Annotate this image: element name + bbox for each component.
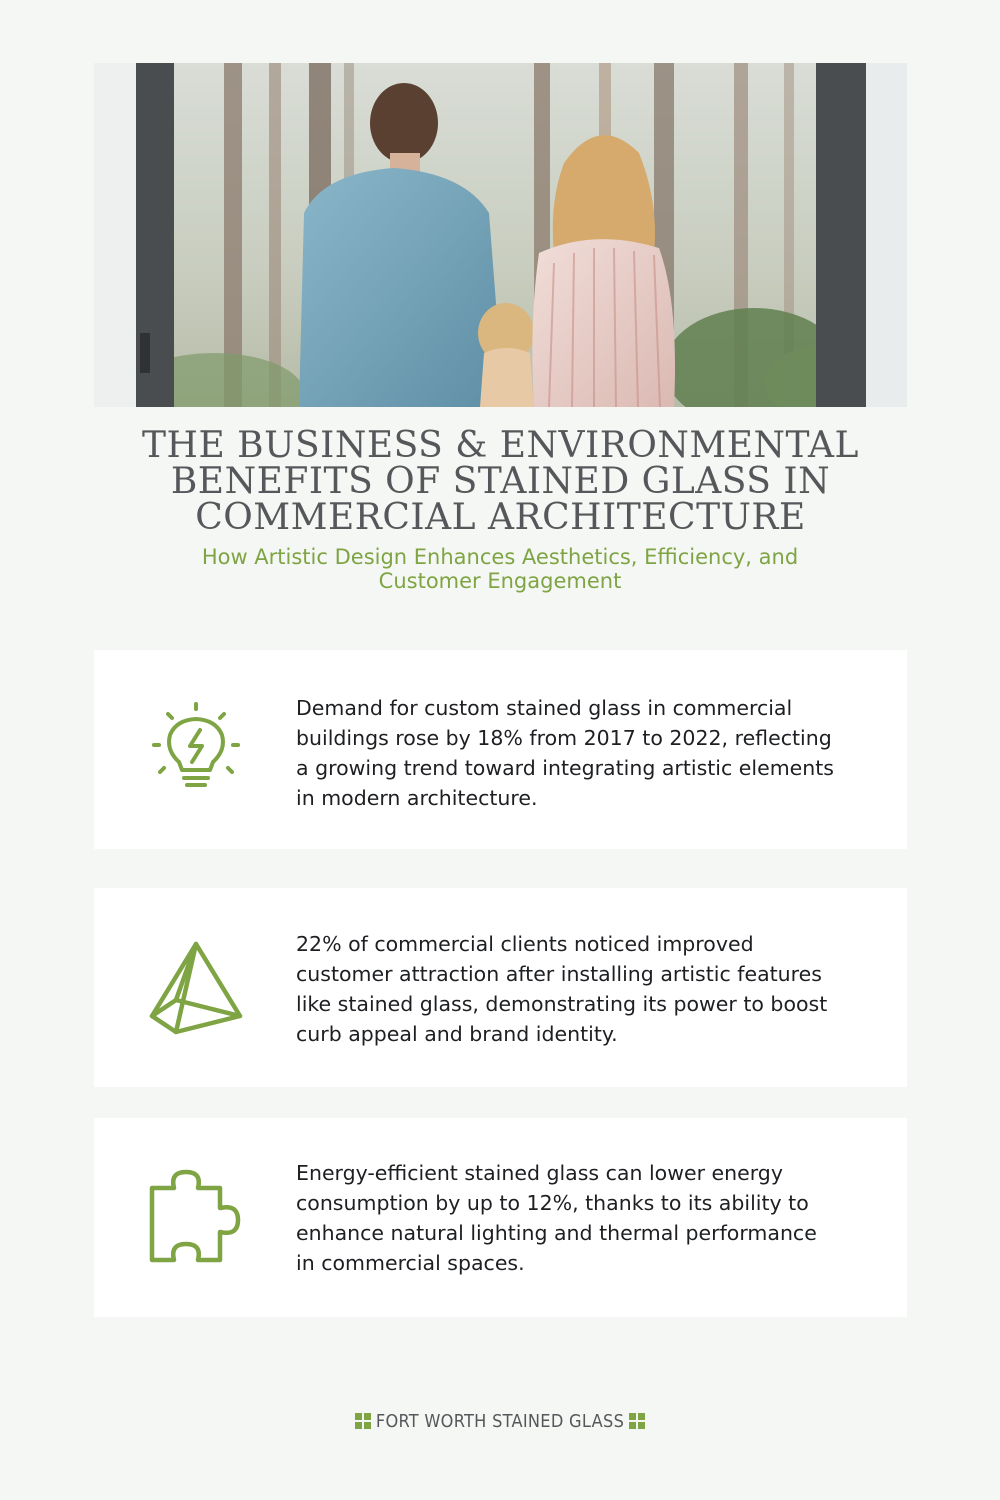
- lightbulb-icon: [146, 700, 246, 800]
- stained-glass-mark-icon: [355, 1413, 371, 1429]
- family-at-window-image: [94, 63, 907, 407]
- brand-name: FORT WORTH STAINED GLASS: [375, 1410, 625, 1432]
- brand-logo: [0, 1408, 1000, 1434]
- stained-glass-mark-icon: [629, 1413, 645, 1429]
- page-subtitle: How Artistic Design Enhances Aesthetics, Efficiency, and Customer Engagement: [201, 545, 799, 593]
- puzzle-piece-icon: [146, 1168, 246, 1268]
- stat-card-demand: [94, 650, 907, 849]
- pyramid-icon: [146, 938, 246, 1038]
- page-title: THE BUSINESS & ENVIRONMENTAL BENEFITS OF STAINED GLASS IN COMMERCIAL ARCHITECTURE: [142, 425, 859, 538]
- stat-card-text: Demand for custom stained glass in commercial buildings rose by 18% from 2017 to 2022, reflecting a growing trend toward integrating artistic elements in modern architecture.: [296, 696, 834, 810]
- stat-card-text: Energy-efficient stained glass can lower energy consumption by up to 12%, thanks to its ability to enhance natural lighting and thermal performance in commercial spaces.: [296, 1161, 817, 1275]
- stat-card-text: 22% of commercial clients noticed improved customer attraction after installing artistic features like stained glass, demonstrating its power to boost curb appeal and brand identity.: [296, 932, 828, 1046]
- stat-card-attraction: [94, 888, 907, 1087]
- stat-card-energy: [94, 1118, 907, 1317]
- hero-photo: [94, 63, 907, 407]
